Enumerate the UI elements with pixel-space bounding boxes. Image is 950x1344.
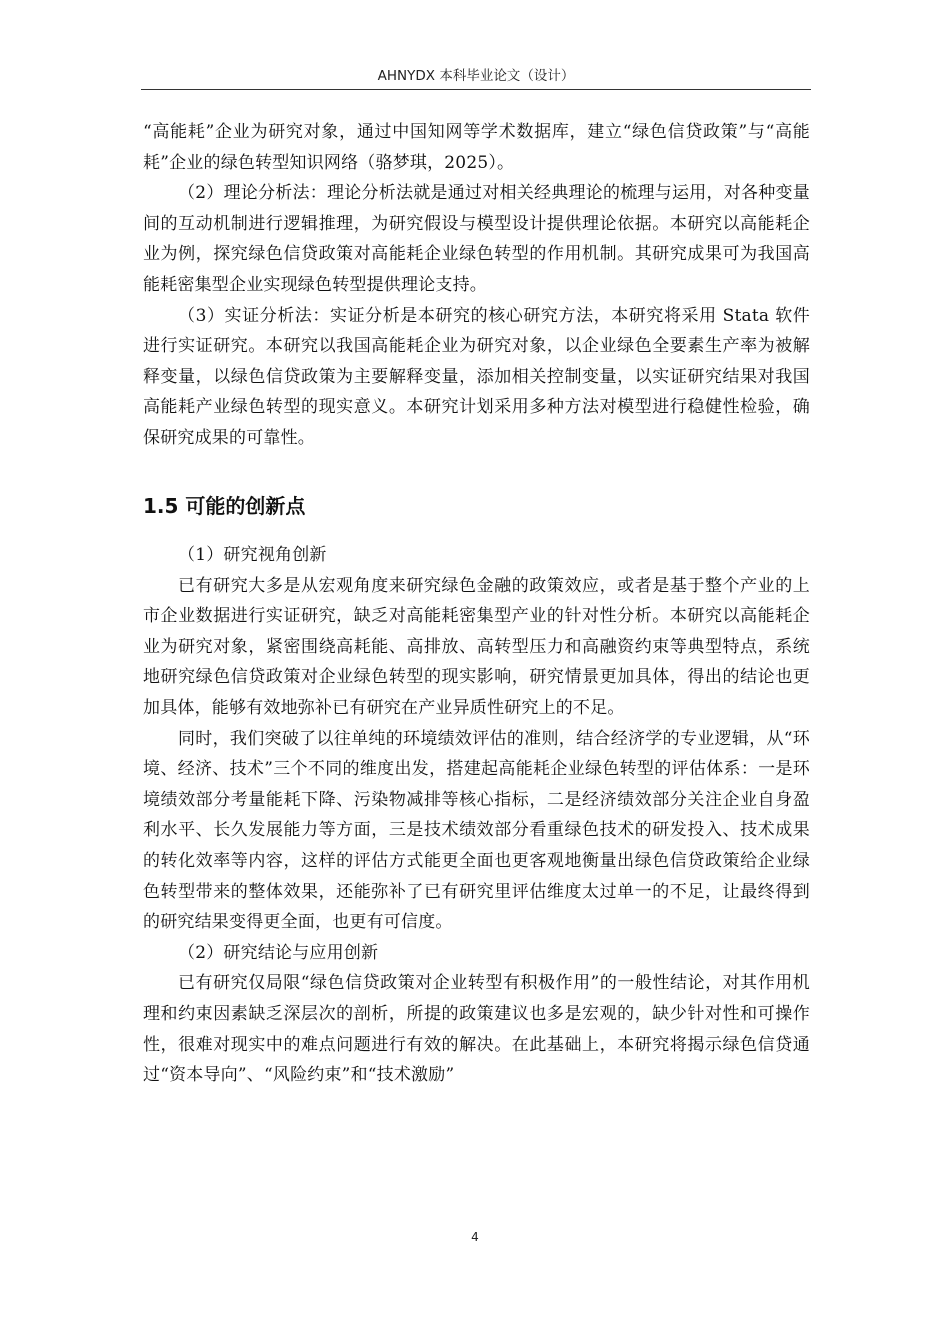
header-rule: [141, 89, 811, 90]
subheading-conclusion: （2）研究结论与应用创新: [178, 942, 379, 963]
subheading-perspective: （1）研究视角创新: [178, 545, 327, 565]
body-text-top: [143, 117, 810, 454]
body-text-innovation: [143, 540, 810, 1091]
paragraph-empirical-method: （3）实证分析法：实证分析是本研究的核心研究方法，本研究将采用 Stata 软件进行实证研究。本研究以我国高能耗企业为研究对象，以企业绿色全要素生产率为被解释变量，以绿色信贷政策为主要解释变量，添加相关控制变量，以实证研究结果对我国高能耗产业绿色转型的现实意义。本研究计划采用多种方法对模型进行稳健性检验，确保研究成果的可靠性。: [143, 305, 810, 448]
paragraph-evaluation-system: 同时，我们突破了以往单纯的环境绩效评估的准则，结合经济学的专业逻辑，从“环境、经济、技术”三个不同的维度出发，搭建起高能耗企业绿色转型的评估体系：一是环境绩效部分考量能耗下降、污染物减排等核心指标，二是经济绩效部分关注企业自身盈利水平、长久发展能力等方面，三是技术绩效部分看重绿色技术的研发投入、技术成果的转化效率等内容，这样的评估方式能更全面也更客观地衡量出绿色信贷政策给企业绿色转型带来的整体效果，还能弥补了已有研究里评估维度太过单一的不足，让最终得到的研究结果变得更全面，也更有可信度。: [143, 728, 810, 933]
paragraph-conclusion: 已有研究仅局限“绿色信贷政策对企业转型有积极作用”的一般性结论，对其作用机理和约束因素缺乏深层次的剖析，所提的政策建议也多是宏观的，缺少针对性和可操作性，很难对现实中的难点问题进行有效的解决。在此基础上，本研究将揭示绿色信贷通过“资本导向”、“风险约束”和“技术激励”: [143, 973, 810, 1086]
page-number: 4: [471, 1230, 479, 1244]
paragraph-theory-method: （2）理论分析法：理论分析法就是通过对相关经典理论的梳理与运用，对各种变量间的互动机制进行逻辑推理，为研究假设与模型设计提供理论依据。本研究以高能耗企业为例，探究绿色信贷政策对高能耗企业绿色转型的作用机制。其研究成果可为我国高能耗密集型企业实现绿色转型提供理论支持。: [143, 183, 810, 295]
section-heading: 1.5 可能的创新点: [143, 494, 306, 518]
paragraph-continuation: “高能耗”企业为研究对象，通过中国知网等学术数据库，建立“绿色信贷政策”与“高能耗”企业的绿色转型知识网络（骆梦琪，2025）。: [143, 122, 810, 173]
page-header: AHNYDX 本科毕业论文（设计）: [377, 68, 575, 84]
paragraph-perspective: 已有研究大多是从宏观角度来研究绿色金融的政策效应，或者是基于整个产业的上市企业数据进行实证研究，缺乏对高能耗密集型产业的针对性分析。本研究以高能耗企业为研究对象，紧密围绕高耗能、高排放、高转型压力和高融资约束等典型特点，系统地研究绿色信贷政策对企业绿色转型的现实影响，研究情景更加具体，得出的结论也更加具体，能够有效地弥补已有研究在产业异质性研究上的不足。: [143, 575, 810, 718]
